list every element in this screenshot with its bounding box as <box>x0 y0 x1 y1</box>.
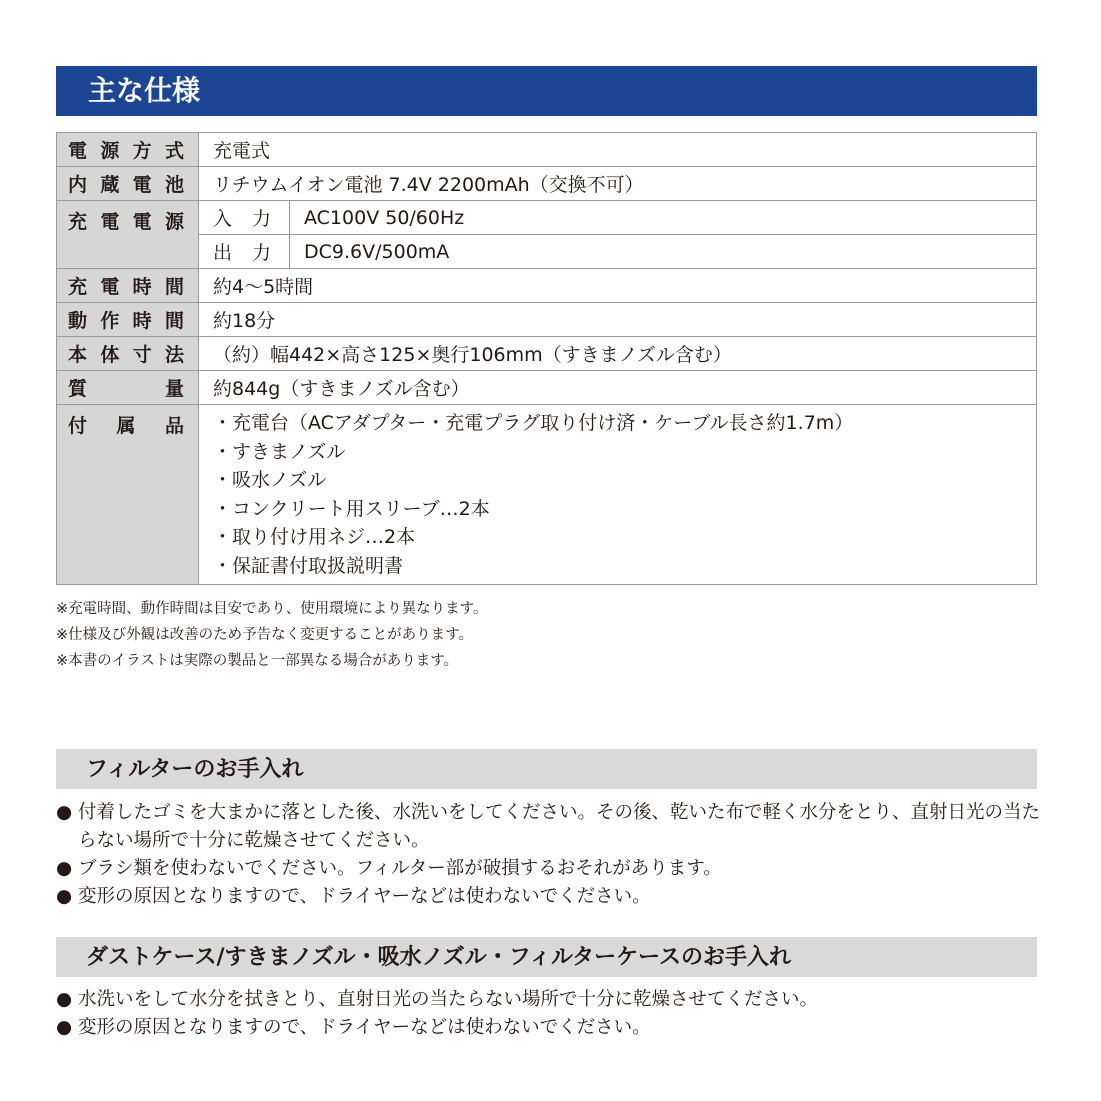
table-row <box>57 201 1037 235</box>
list-item: ・取り付け用ネジ…2本 <box>213 526 416 548</box>
table-row <box>57 167 1037 201</box>
output-value: DC9.6V/500mA <box>290 235 1037 269</box>
note: ※本書のイラストは実際の製品と一部異なる場合があります。 <box>56 653 459 669</box>
power-value: 充電式 <box>199 133 1037 167</box>
bullet-icon: ● <box>56 1017 73 1038</box>
list-item: ・保証書付取扱説明書 <box>213 554 404 577</box>
notes <box>56 596 488 674</box>
table-row <box>57 269 1037 303</box>
table-row <box>57 405 1037 585</box>
note: ※仕様及び外観は改善のため予告なく変更することがあります。 <box>56 627 473 643</box>
table-row <box>57 235 1037 269</box>
dims-value: （約）幅442×高さ125×奥行106mm（すきまノズル含む） <box>199 337 1037 371</box>
table-row <box>57 133 1037 167</box>
list-item: ・すきまノズル <box>213 440 346 463</box>
list-item: ・コンクリート用スリーブ…2本 <box>213 497 490 520</box>
accessories-label: 付 属 品 <box>57 405 199 585</box>
filter-care-list <box>56 799 1046 911</box>
list-item-text: 変形の原因となりますので、ドライヤーなどは使わないでください。 <box>78 886 651 907</box>
bullet-icon: ● <box>56 858 73 879</box>
weight-label: 質 量 <box>57 371 199 405</box>
section-title-banner <box>56 66 1037 116</box>
output-label: 出 力 <box>199 235 290 269</box>
input-value: AC100V 50/60Hz <box>290 201 1037 235</box>
list-item: ・吸水ノズル <box>213 469 327 491</box>
list-item-text: 変形の原因となりますので、ドライヤーなどは使わないでください。 <box>78 1017 651 1038</box>
dims-label: 本 体 寸 法 <box>57 337 199 371</box>
dust-care-list <box>56 986 1046 1042</box>
list-item-text: 付着したゴミを大まかに落とした後、水洗いをしてください。その後、乾いた布で軽く水分をとり、直射日光の当たらない場所で十分に乾燥させてください。 <box>78 802 1041 851</box>
list-item <box>56 855 1046 883</box>
table-row <box>57 337 1037 371</box>
list-item <box>56 799 1046 855</box>
spec-table <box>56 132 1037 585</box>
bullet-icon: ● <box>56 886 73 907</box>
bullet-icon: ● <box>56 802 73 823</box>
bullet-icon: ● <box>56 989 73 1010</box>
filter-care-heading: フィルターのお手入れ <box>56 749 1037 789</box>
list-item-text: ブラシ類を使わないでください。フィルター部が破損するおそれがあります。 <box>78 858 722 879</box>
power-label: 電 源 方 式 <box>57 133 199 167</box>
run-time-label: 動 作 時 間 <box>57 303 199 337</box>
list-item <box>56 986 1046 1014</box>
weight-value: 約844g（すきまノズル含む） <box>199 371 1037 405</box>
accessories-value <box>199 405 1037 585</box>
dust-care-heading: ダストケース/すきまノズル・吸水ノズル・フィルターケースのお手入れ <box>56 937 1037 977</box>
battery-value: リチウムイオン電池 7.4V 2200mAh（交換不可） <box>199 167 1037 201</box>
run-time-value: 約18分 <box>199 303 1037 337</box>
list-item <box>56 1014 1046 1042</box>
table-row <box>57 303 1037 337</box>
charge-time-label: 充 電 時 間 <box>57 269 199 303</box>
input-label: 入 力 <box>199 201 290 235</box>
charger-label: 充 電 電 源 <box>57 201 199 269</box>
charge-time-value: 約4〜5時間 <box>199 269 1037 303</box>
page-title: 主な仕様 <box>88 74 201 107</box>
table-row <box>57 371 1037 405</box>
note: ※充電時間、動作時間は目安であり、使用環境により異なります。 <box>56 601 488 617</box>
list-item <box>56 883 1046 911</box>
list-item: ・充電台（ACアダプター・充電プラグ取り付け済・ケーブル長さ約1.7m） <box>213 412 854 434</box>
list-item-text: 水洗いをして水分を拭きとり、直射日光の当たらない場所で十分に乾燥させてください。 <box>78 989 819 1010</box>
battery-label: 内 蔵 電 池 <box>57 167 199 201</box>
